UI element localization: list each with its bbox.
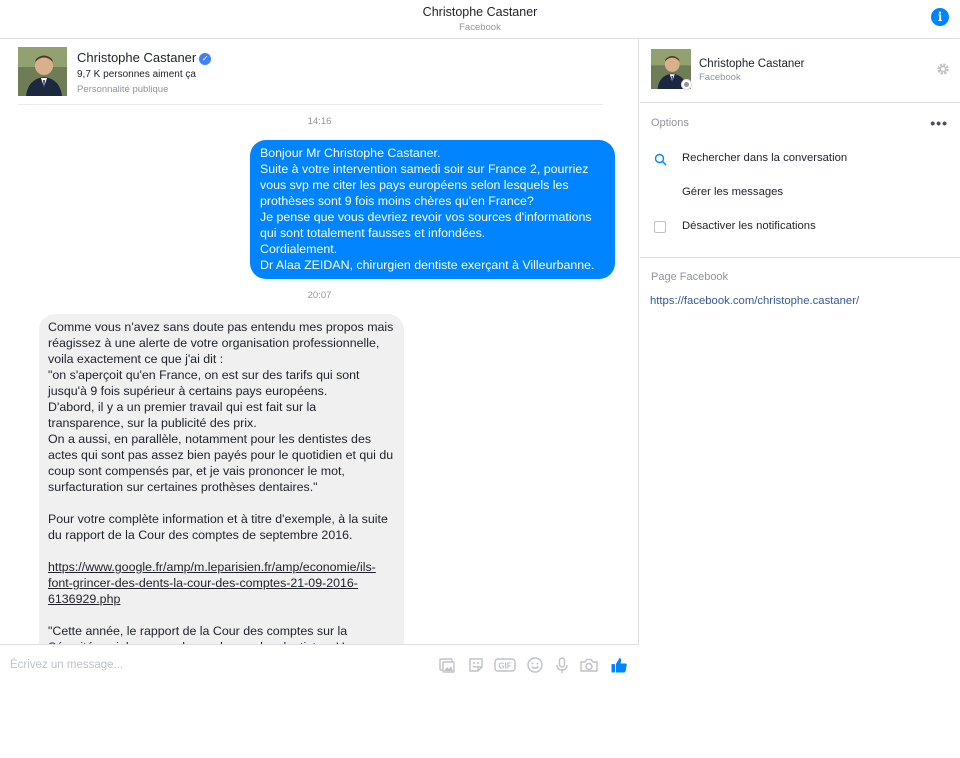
option-search-conversation[interactable]: Rechercher dans la conversation (682, 152, 848, 164)
message-list[interactable] (0, 107, 639, 644)
chat-pane (0, 39, 639, 719)
emoji-icon[interactable] (525, 655, 545, 675)
profile-header (18, 47, 603, 105)
profile-likes: 9,7 K personnes aiment ça (77, 69, 196, 80)
profile-name[interactable]: Christophe Castaner ✓ (77, 50, 211, 65)
gear-icon[interactable] (936, 62, 950, 76)
search-icon (654, 153, 667, 171)
facebook-badge-icon (681, 79, 692, 90)
microphone-icon[interactable] (552, 655, 572, 675)
more-options-icon[interactable]: ••• (930, 115, 948, 131)
info-icon[interactable]: i (931, 8, 949, 26)
option-manage-messages[interactable]: Gérer les messages (682, 186, 784, 198)
conversation-details-panel (640, 39, 960, 719)
profile-category: Personnalité publique (77, 84, 169, 95)
camera-icon[interactable] (579, 655, 599, 675)
message-text: "Cette année, le rapport de la Cour des comptes sur la (48, 624, 348, 638)
message-composer (0, 644, 639, 758)
svg-text:GIF: GIF (498, 661, 512, 671)
avatar[interactable] (18, 47, 67, 96)
sticker-icon[interactable] (466, 655, 486, 675)
message-text: Comme vous n'avez sans doute pas entendu mes propos mais réagissez à une alerte de votre organisation professionnelle, voila exactement ce que j'ai dit : "on s'aperçoit qu'en France, on est sur des tarifs qui sont jusqu'à 9 fois supérieur à certains pays européens. D'abord, il y a un premier travail qui est fait sur la transparence, sur la publicité des prix. On a aussi, en parallèle, notamment pour les dentistes des actes qui sont pas assez bien payés pour le quotidien et qui du coup sont compensés par, et je vais prononcer le mot, surfacturation sur certaines prothèses dentaires." Pour votre complète information et à titre d'exemple, à la suite du rapport de la Cour des comptes de septembre 2016. (48, 320, 394, 542)
like-icon[interactable] (609, 655, 629, 675)
options-heading: Options (651, 117, 689, 129)
conversation-subtitle: Facebook (459, 22, 501, 33)
details-name[interactable]: Christophe Castaner (699, 58, 805, 70)
divider (640, 257, 960, 258)
conversation-title: Christophe Castaner (422, 5, 538, 19)
gif-icon[interactable] (494, 655, 516, 675)
details-header (640, 39, 960, 103)
facebook-page-heading: Page Facebook (651, 271, 729, 283)
incoming-message[interactable] (39, 314, 404, 674)
outgoing-message[interactable]: Bonjour Mr Christophe Castaner. Suite à votre intervention samedi soir sur France 2, pourriez vous svp me citer les pays européens selon lesquels les prothèses sont 9 fois moins chères qu'en France? Je pense que vous devriez revoir vos sources d'informations qui sont totalement fausses et infondées. Cordialement. Dr Alaa ZEIDAN, chirurgien dentiste exerçant à Villeurbanne. (250, 140, 615, 279)
message-input[interactable]: Écrivez un message... (10, 659, 124, 671)
message-timestamp: 14:16 (307, 116, 332, 127)
facebook-page-link[interactable]: https://facebook.com/christophe.castaner/ (650, 295, 860, 307)
option-mute-notifications[interactable]: Désactiver les notifications (682, 220, 816, 232)
mute-notifications-checkbox[interactable] (654, 221, 666, 233)
conversation-header (0, 0, 960, 39)
verified-badge-icon: ✓ (199, 53, 211, 65)
message-link[interactable]: https://www.google.fr/amp/m.leparisien.fr/amp/economie/ils-font-grincer-des-dents-la-cour-des-comptes-21-09-2016-6136929.php (48, 560, 376, 606)
photo-icon[interactable] (437, 655, 457, 675)
details-subtitle: Facebook (699, 72, 741, 83)
message-timestamp: 20:07 (307, 290, 332, 301)
